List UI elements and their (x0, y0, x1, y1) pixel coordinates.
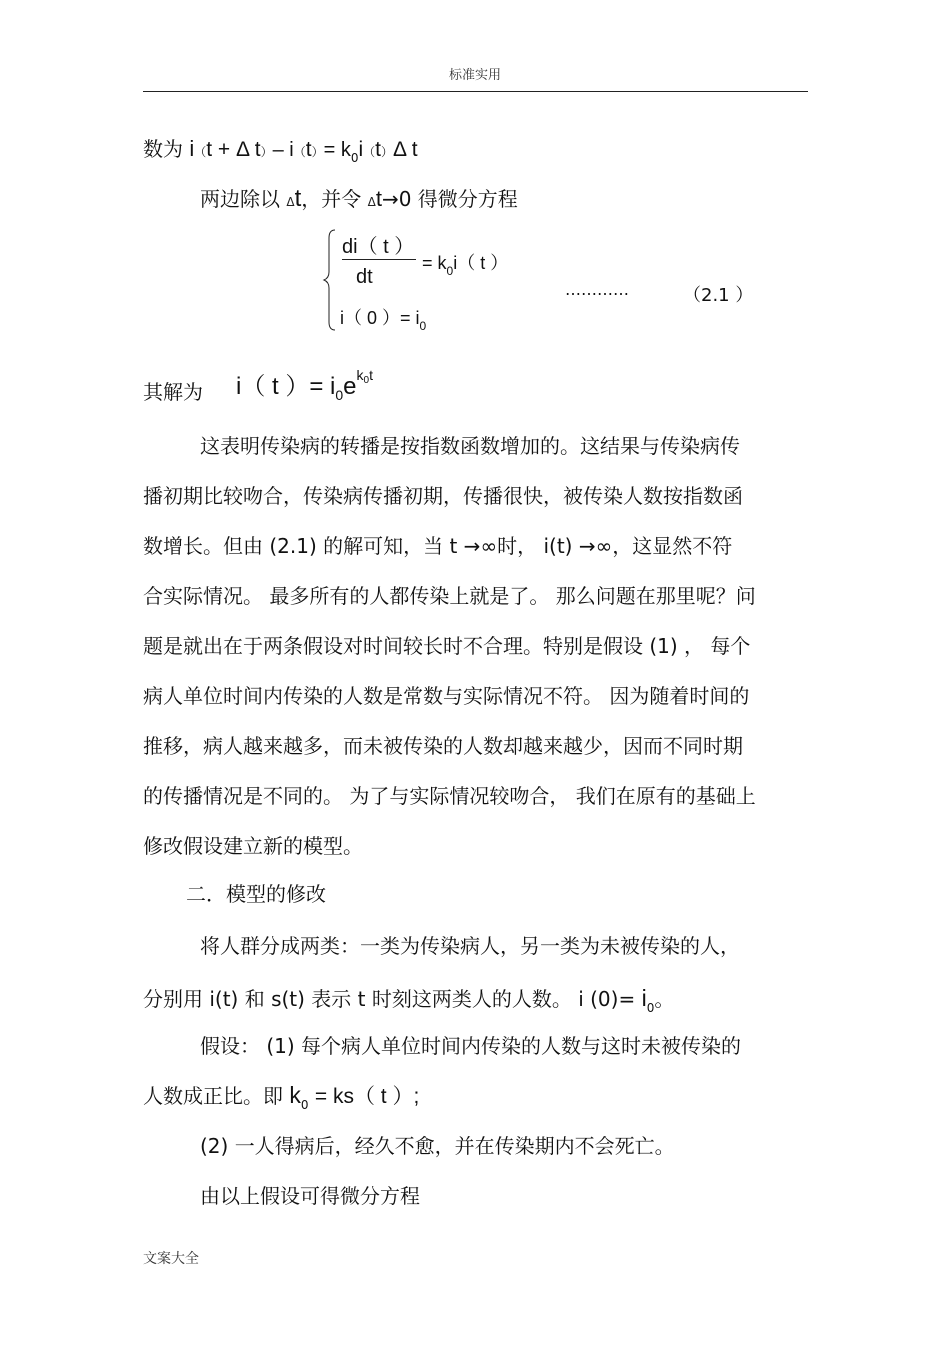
paragraph-line: 数增长。但由 (2.1) 的解可知，当 t →∞时， i(t) →∞，这显然不符 (143, 534, 733, 558)
paren: （ (363, 145, 376, 159)
paren: （ (194, 145, 207, 159)
paragraph-line: 修改假设建立新的模型。 (143, 834, 363, 858)
formula-segment: i (358, 138, 364, 161)
assumption-line (143, 1080, 419, 1110)
paragraph-line: 将人群分成两类：一类为传染病人，另一类为未被传染的人， (200, 934, 740, 958)
math-variable: t (294, 185, 302, 212)
section-heading: 二．模型的修改 (186, 882, 326, 906)
equation-dots: ………… (565, 280, 629, 299)
paragraph-line (143, 983, 675, 1015)
formula-segment: i (189, 136, 195, 161)
assumption-line: 由以上假设可得微分方程 (200, 1184, 420, 1208)
fraction-numerator: di（ t ） (342, 236, 415, 258)
exponent-subscript: 0 (363, 375, 370, 386)
subscript: 0 (646, 1001, 655, 1015)
exponent-k: k (356, 367, 364, 383)
formula-segment: t (375, 138, 382, 161)
assumption-line: (2) 一人得病后，经久不愈，并在传染期内不会死亡。 (200, 1134, 675, 1158)
math-variable: k (289, 1082, 301, 1108)
formula-segment: = k (323, 139, 351, 161)
paragraph-line: 合实际情况。 最多所有的人都传染上就是了。 那么问题在那里呢？问 (143, 584, 756, 608)
header-rule (143, 91, 808, 92)
rhs-segment: = k (422, 253, 447, 273)
paragraph-line: 病人单位时间内传染的人数是常数与实际情况不符。 因为随着时间的 (143, 684, 750, 708)
text-segment: 。 (654, 987, 675, 1011)
exponent-t: t (369, 367, 373, 383)
delta-symbol: Δ (286, 195, 295, 209)
paren: ） (311, 145, 324, 159)
solution-segment: i（ t ）= i (236, 373, 336, 400)
math-variable: t (375, 186, 382, 211)
text-segment: ，并令 (301, 187, 362, 211)
math-variable: i (641, 985, 647, 1011)
text-segment: 分别用 i(t) 和 s(t) 表示 t 时刻这两类人的人数。 i (0)= (143, 987, 636, 1011)
paragraph-line: 播初期比较吻合，传染病传播初期，传播很快，被传染人数按指数函 (143, 484, 743, 508)
subscript: 0 (446, 264, 454, 278)
formula-line-1 (143, 133, 418, 165)
subscript: 0 (350, 151, 359, 165)
fraction-bar (342, 259, 416, 260)
paren: ） (381, 145, 394, 159)
paragraph-line: 题是就出在于两条假设对时间较长时不合理。特别是假设 (1) ， 每个 (143, 634, 751, 658)
formula-segment: t (305, 138, 312, 161)
paren: ） (260, 145, 273, 159)
page-header: 标准实用 (448, 68, 501, 83)
paren: （ (293, 145, 306, 159)
formula-segment: Δ t (393, 138, 418, 161)
text-segment: 人数成正比。即 (143, 1084, 283, 1108)
init-segment: i（ 0 ）= i (340, 308, 420, 328)
page-footer: 文案大全 (143, 1251, 199, 1267)
equation-number: （2.1 ） (683, 285, 754, 306)
formula-segment: – i (272, 139, 294, 161)
paragraph-line: 推移，病人越来越多，而未被传染的人数却越来越少，因而不同时期 (143, 734, 743, 758)
brace-icon (322, 228, 338, 332)
paragraph-line: 这表明传染病的转播是按指数函数增加的。这结果与传染病传 (200, 434, 740, 458)
solution-formula (236, 366, 373, 401)
text-segment: 两边除以 (200, 187, 280, 211)
equation-rhs (422, 249, 509, 278)
paragraph-line: 的传播情况是不同的。 为了与实际情况较吻合， 我们在原有的基础上 (143, 784, 756, 808)
exponent (356, 367, 373, 386)
subscript: 0 (300, 1098, 309, 1112)
text-line-2 (200, 183, 518, 213)
solution-label: 其解为 (143, 380, 203, 404)
formula-segment: t + Δ t (206, 138, 261, 161)
formula-segment: = ks（ t ）; (314, 1085, 420, 1108)
subscript: 0 (335, 387, 344, 403)
subscript: 0 (419, 319, 427, 333)
rhs-segment: i（ t ） (453, 253, 509, 273)
solution-segment: e (343, 373, 357, 400)
text-segment: →0 得微分方程 (381, 187, 518, 211)
assumption-line: 假设： (1) 每个病人单位时间内传染的人数与这时未被传染的 (200, 1034, 742, 1058)
line-prefix: 数为 (143, 137, 183, 161)
fraction-denominator: dt (356, 266, 373, 288)
initial-condition (340, 304, 427, 333)
delta-symbol: Δ (367, 195, 376, 209)
